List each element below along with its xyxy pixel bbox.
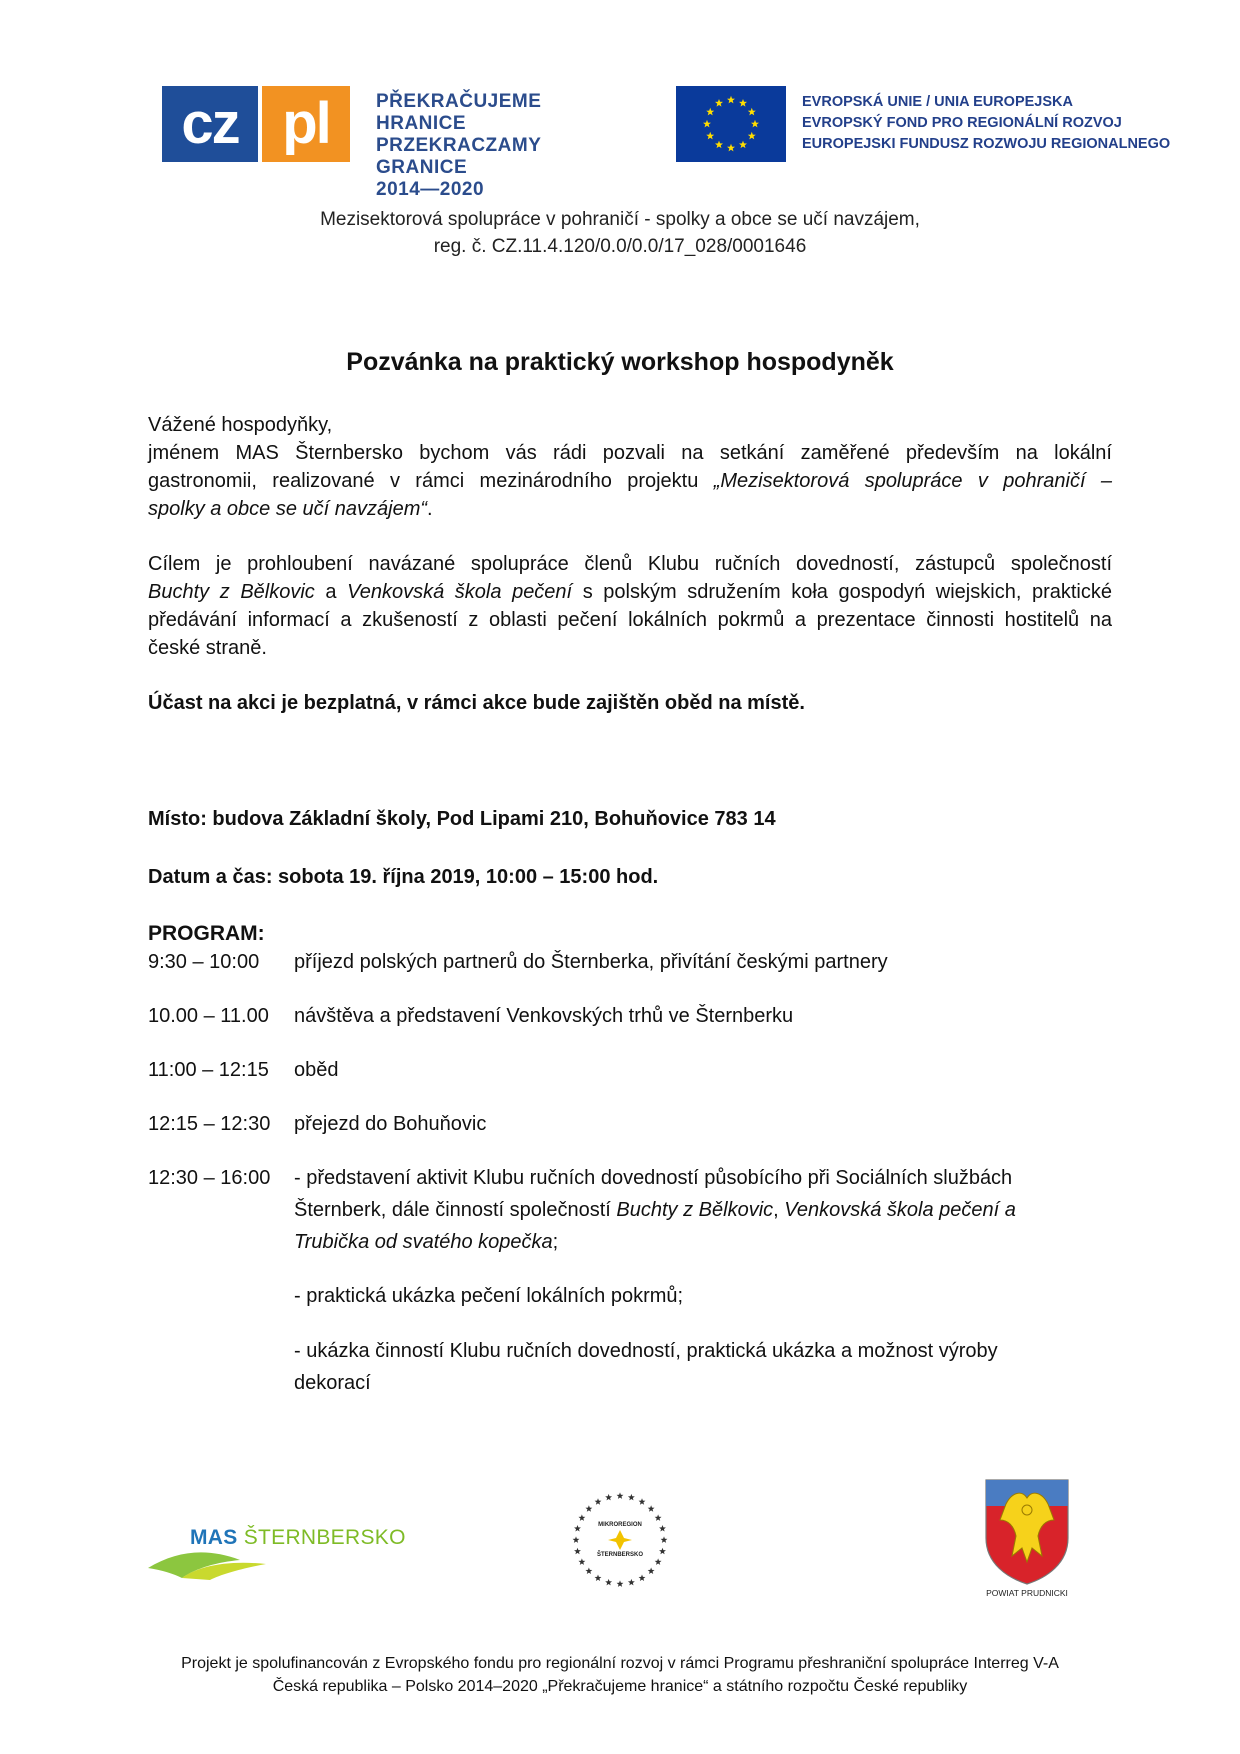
mikroregion-star-icon [578, 1514, 585, 1521]
project-name-italic-2: spolky a obce se učí navzájem“ [148, 498, 428, 520]
program-subitem [294, 1335, 1124, 1399]
program-subitem-line1: - ukázka činností Klubu ručních dovedností, praktická ukázka a možnost výroby [294, 1340, 998, 1362]
mikroregion-star-icon [639, 1498, 646, 1505]
mikroregion-label-bottom: ŠTERNBERSKO [596, 1552, 643, 1558]
program-subitem-line2: dekorací [294, 1372, 371, 1394]
program-time: 12:15 – 12:30 [148, 1113, 271, 1135]
program-time: 10.00 – 11.00 [148, 1005, 269, 1027]
powiat-label: POWIAT PRUDNICKI [986, 1588, 1068, 1598]
mikroregion-star-icon [595, 1575, 602, 1582]
program-description: oběd [294, 1059, 339, 1081]
czpl-line-2: PRZEKRACZAMY GRANICE [376, 135, 542, 178]
paragraph1-line3 [148, 495, 1112, 523]
paragraph1-line2 [148, 467, 1112, 495]
powiat-prudnicki-logo [982, 1476, 1072, 1602]
eu-logo-text [802, 92, 1170, 155]
program-description [294, 1162, 1224, 1258]
greeting-text: Vážené hospodyňky, [148, 414, 333, 436]
mikroregion-star-icon [639, 1575, 646, 1582]
czpl-line-1: PŘEKRAČUJEME HRANICE [376, 91, 542, 134]
greeting [148, 411, 1112, 439]
mikroregion-star-icon [655, 1558, 662, 1565]
eu-line-2: EVROPSKÝ FOND PRO REGIONÁLNÍ ROZVOJ [802, 115, 1122, 131]
program-desc-line2-comma: , [773, 1199, 785, 1221]
mikroregion-label-top: MIKROREGION [598, 1522, 642, 1528]
program-company-trubicka: Trubička od svatého kopečka [294, 1231, 553, 1253]
program-time: 11:00 – 12:15 [148, 1059, 269, 1081]
program-description: návštěva a představení Venkovských trhů ve Šternberku [294, 1005, 794, 1027]
goal-paragraph [148, 550, 1112, 662]
paragraph2-line1: Cílem je prohloubení navázané spolupráce členů Klubu ručních dovedností, zástupců společností [148, 553, 1112, 575]
mikroregion-star-icon [595, 1498, 602, 1505]
mikroregion-star-icon [628, 1579, 635, 1586]
paragraph2-line2 [148, 578, 1112, 606]
mas-logo-prefix: MAS [190, 1526, 244, 1549]
invitation-paragraph [148, 439, 1112, 523]
paragraph1-line1: jménem MAS Šternbersko bychom vás rádi pozvali na setkání zaměřené především na lokální [148, 442, 1112, 464]
program-time: 12:30 – 16:00 [148, 1167, 271, 1189]
program-desc-line3-end: ; [552, 1231, 559, 1253]
program-heading: PROGRAM: [148, 922, 265, 945]
mikroregion-star-icon [661, 1536, 668, 1543]
program-company-venkovska: Venkovská škola pečení a [784, 1199, 1016, 1221]
czpl-line-3: 2014—2020 [376, 179, 485, 200]
mikroregion-star-icon [628, 1494, 635, 1501]
project-name-italic-1: „Mezisektorová spolupráce v pohraničí – [713, 470, 1113, 492]
paragraph2-line2-text-a: a [314, 581, 348, 603]
czpl-logo-pl: pl [262, 86, 350, 162]
mikroregion-star-icon [585, 1568, 592, 1575]
mikroregion-star-icon [585, 1505, 592, 1512]
paragraph2-line4: české straně. [148, 637, 267, 659]
czpl-logo [162, 86, 610, 200]
eu-logo [676, 86, 1171, 162]
mas-logo-text [190, 1526, 406, 1550]
mikroregion-star-icon [605, 1579, 612, 1586]
mikroregion-star-icon [648, 1505, 655, 1512]
mikroregion-logo [568, 1488, 672, 1592]
participation-note: Účast na akci je bezplatná, v rámci akce bude zajištěn oběd na místě. [148, 692, 805, 714]
eu-line-1: EVROPSKÁ UNIE / UNIA EUROPEJSKA [802, 94, 1073, 110]
czpl-logo-text [376, 91, 610, 201]
program-desc-line3 [294, 1226, 1224, 1258]
project-name: Mezisektorová spolupráce v pohraničí - spolky a obce se učí navzájem, [320, 209, 920, 230]
eu-line-3: EUROPEJSKI FUNDUSZ ROZWOJU REGIONALNEGO [802, 136, 1171, 152]
program-desc-line1: - představení aktivit Klubu ručních dovedností působícího při Sociálních službách [294, 1167, 1013, 1189]
event-datetime: Datum a čas: sobota 19. října 2019, 10:00 – 15:00 hod. [148, 866, 659, 888]
eu-flag-icon [676, 86, 786, 162]
footer-line2: Česká republika – Polsko 2014–2020 „Překračujeme hranice“ a státního rozpočtu České republiky [272, 1678, 968, 1695]
mikroregion-star-icon [648, 1568, 655, 1575]
program-description: přejezd do Bohuňovic [294, 1113, 487, 1135]
mikroregion-star-icon [617, 1492, 624, 1499]
mas-sternbersko-logo [148, 1522, 410, 1582]
czpl-logo-cz: cz [162, 86, 258, 162]
company-buchty: Buchty z Bělkovic [148, 581, 315, 603]
mikroregion-star-icon [573, 1536, 580, 1543]
program-subitem [294, 1280, 1124, 1312]
program-description: příjezd polských partnerů do Šternberka, přivítání českými partnery [294, 951, 888, 973]
program-company-buchty: Buchty z Bělkovic [616, 1199, 774, 1221]
mikroregion-star-icon [655, 1514, 662, 1521]
funding-footer [0, 1652, 1240, 1698]
project-reference [0, 206, 1240, 260]
program-desc-line2 [294, 1194, 1224, 1226]
company-venkovska-skola: Venkovská škola pečení [347, 581, 573, 603]
event-place: Místo: budova Základní školy, Pod Lipami 210, Bohuňovice 783 14 [148, 808, 776, 830]
footer-line1: Projekt je spolufinancován z Evropského fondu pro regionální rozvoj v rámci Programu přeshraniční spolupráce Interreg V-A [181, 1655, 1059, 1672]
page-title: Pozvánka na praktický workshop hospodyněk [346, 348, 894, 376]
program-subitem-line1: - praktická ukázka pečení lokálních pokrmů; [294, 1285, 684, 1307]
mikroregion-stars-icon [568, 1488, 672, 1592]
mas-logo-name: ŠTERNBERSKO [243, 1526, 406, 1549]
mikroregion-star-icon [578, 1558, 585, 1565]
mikroregion-star-icon [617, 1580, 624, 1587]
paragraph2-line3: předávání informací a zkušeností z oblasti pečení lokálních pokrmů a prezentace činnosti hostitelů na [148, 609, 1112, 631]
program-time: 9:30 – 10:00 [148, 951, 260, 973]
paragraph2-line2-text-b: s polským sdružením koła gospodyń wiejskich, praktické [572, 581, 1112, 603]
registration-number: reg. č. CZ.11.4.120/0.0/0.0/17_028/0001646 [433, 236, 807, 257]
paragraph1-line3-end: . [427, 498, 433, 520]
powiat-coat-of-arms-icon [982, 1476, 1072, 1586]
mikroregion-star-icon [605, 1494, 612, 1501]
paragraph1-line2-text: gastronomii, realizované v rámci mezinárodního projektu [148, 470, 714, 492]
program-desc-line2-text: Šternberk, dále činností společností [294, 1199, 617, 1221]
